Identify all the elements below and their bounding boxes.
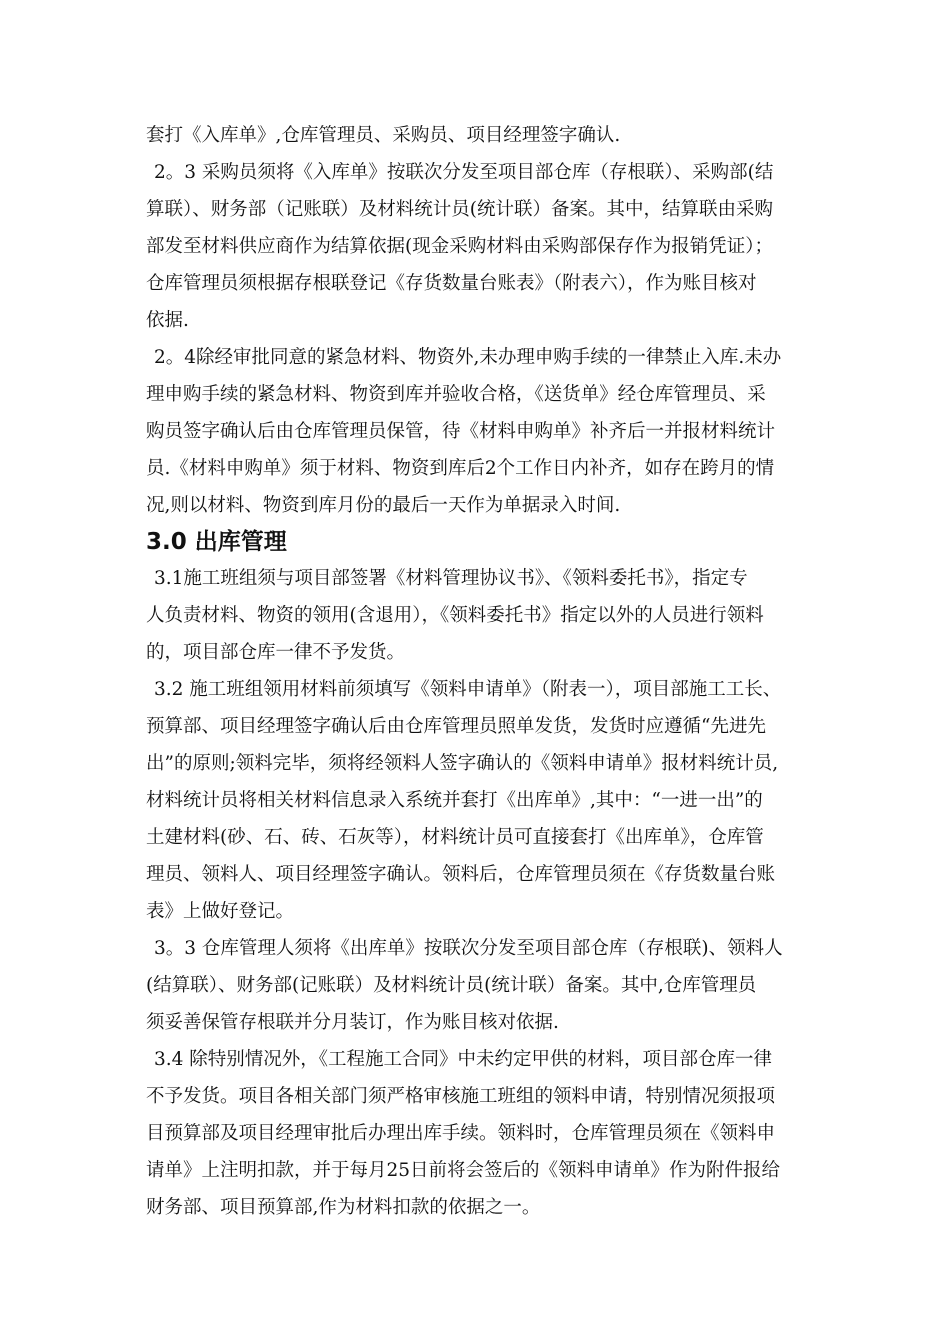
- text-line: 3.4 除特别情况外，《工程施工合同》中未约定甲供的材料，项目部仓库一律: [154, 1049, 773, 1070]
- text-line: 3.1施工班组须与项目部签署《材料管理协议书》、《领料委托书》，指定专: [154, 568, 748, 589]
- text-line: 材料统计员将相关材料信息录入系统并套打《出库单》,其中：“一进一出”的: [146, 790, 763, 811]
- text-line: 不予发货。项目各相关部门须严格审核施工班组的领料申请，特别情况须报项: [146, 1086, 776, 1107]
- text-line: 财务部、项目预算部,作为材料扣款的依据之一。: [146, 1197, 541, 1218]
- text-line: 出”的原则;领料完毕，须将经领料人签字确认的《领料申请单》报材料统计员,: [146, 753, 779, 774]
- text-line: 仓库管理员须根据存根联登记《存货数量台账表》（附表六），作为账目核对: [146, 273, 757, 294]
- text-line: 3.2 施工班组领用材料前须填写《领料申请单》（附表一），项目部施工工长、: [154, 679, 782, 700]
- text-line: 须妥善保管存根联并分月装订，作为账目核对依据.: [146, 1012, 559, 1033]
- text-line: 2。4除经审批同意的紧急材料、物资外,未办理申购手续的一律禁止入库.未办: [154, 347, 782, 368]
- text-line: 部发至材料供应商作为结算依据(现金采购材料由采购部保存作为报销凭证）；: [146, 236, 773, 257]
- text-line: 表》上做好登记。: [146, 901, 295, 922]
- text-line: 理员、领料人、项目经理签字确认。领料后，仓库管理员须在《存货数量台账: [146, 864, 776, 885]
- text-line: 人负责材料、物资的领用(含退用），《领料委托书》指定以外的人员进行领料: [146, 605, 764, 626]
- document-body: [146, 117, 821, 1226]
- section-heading: 3.0 出库管理: [146, 529, 287, 555]
- text-line: 依据.: [146, 310, 189, 331]
- text-line: 目预算部及项目经理审批后办理出库手续。领料时，仓库管理员须在《领料申: [146, 1123, 776, 1144]
- text-line: 套打《入库单》,仓库管理员、采购员、项目经理签字确认.: [146, 125, 621, 146]
- text-line: 的，项目部仓库一律不予发货。: [146, 642, 406, 663]
- text-line: 算联）、财务部（记账联）及材料统计员(统计联）备案。其中，结算联由采购: [146, 199, 773, 220]
- text-line: 购员签字确认后由仓库管理员保管，待《材料申购单》补齐后一并报材料统计: [146, 421, 776, 442]
- text-line: 2。3 采购员须将《入库单》按联次分发至项目部仓库（存根联）、采购部(结: [154, 162, 774, 183]
- text-line: 员.《材料申购单》须于材料、物资到库后2个工作日内补齐，如存在跨月的情: [146, 458, 775, 479]
- text-line: 理申购手续的紧急材料、物资到库并验收合格，《送货单》经仓库管理员、采: [146, 384, 766, 405]
- text-line: 3。3 仓库管理人须将《出库单》按联次分发至项目部仓库（存根联)、领料人: [154, 938, 783, 959]
- text-line: 况,则以材料、物资到库月份的最后一天作为单据录入时间.: [146, 495, 621, 516]
- text-line: 请单》上注明扣款，并于每月25日前将会签后的《领料申请单》作为附件报给: [146, 1160, 781, 1181]
- text-line: 土建材料(砂、石、砖、石灰等），材料统计员可直接套打《出库单》，仓库管: [146, 827, 764, 848]
- text-line: 预算部、项目经理签字确认后由仓库管理员照单发货，发货时应遵循“先进先: [146, 716, 766, 737]
- text-line: (结算联）、财务部(记账联）及材料统计员(统计联）备案。其中,仓库管理员: [146, 975, 757, 996]
